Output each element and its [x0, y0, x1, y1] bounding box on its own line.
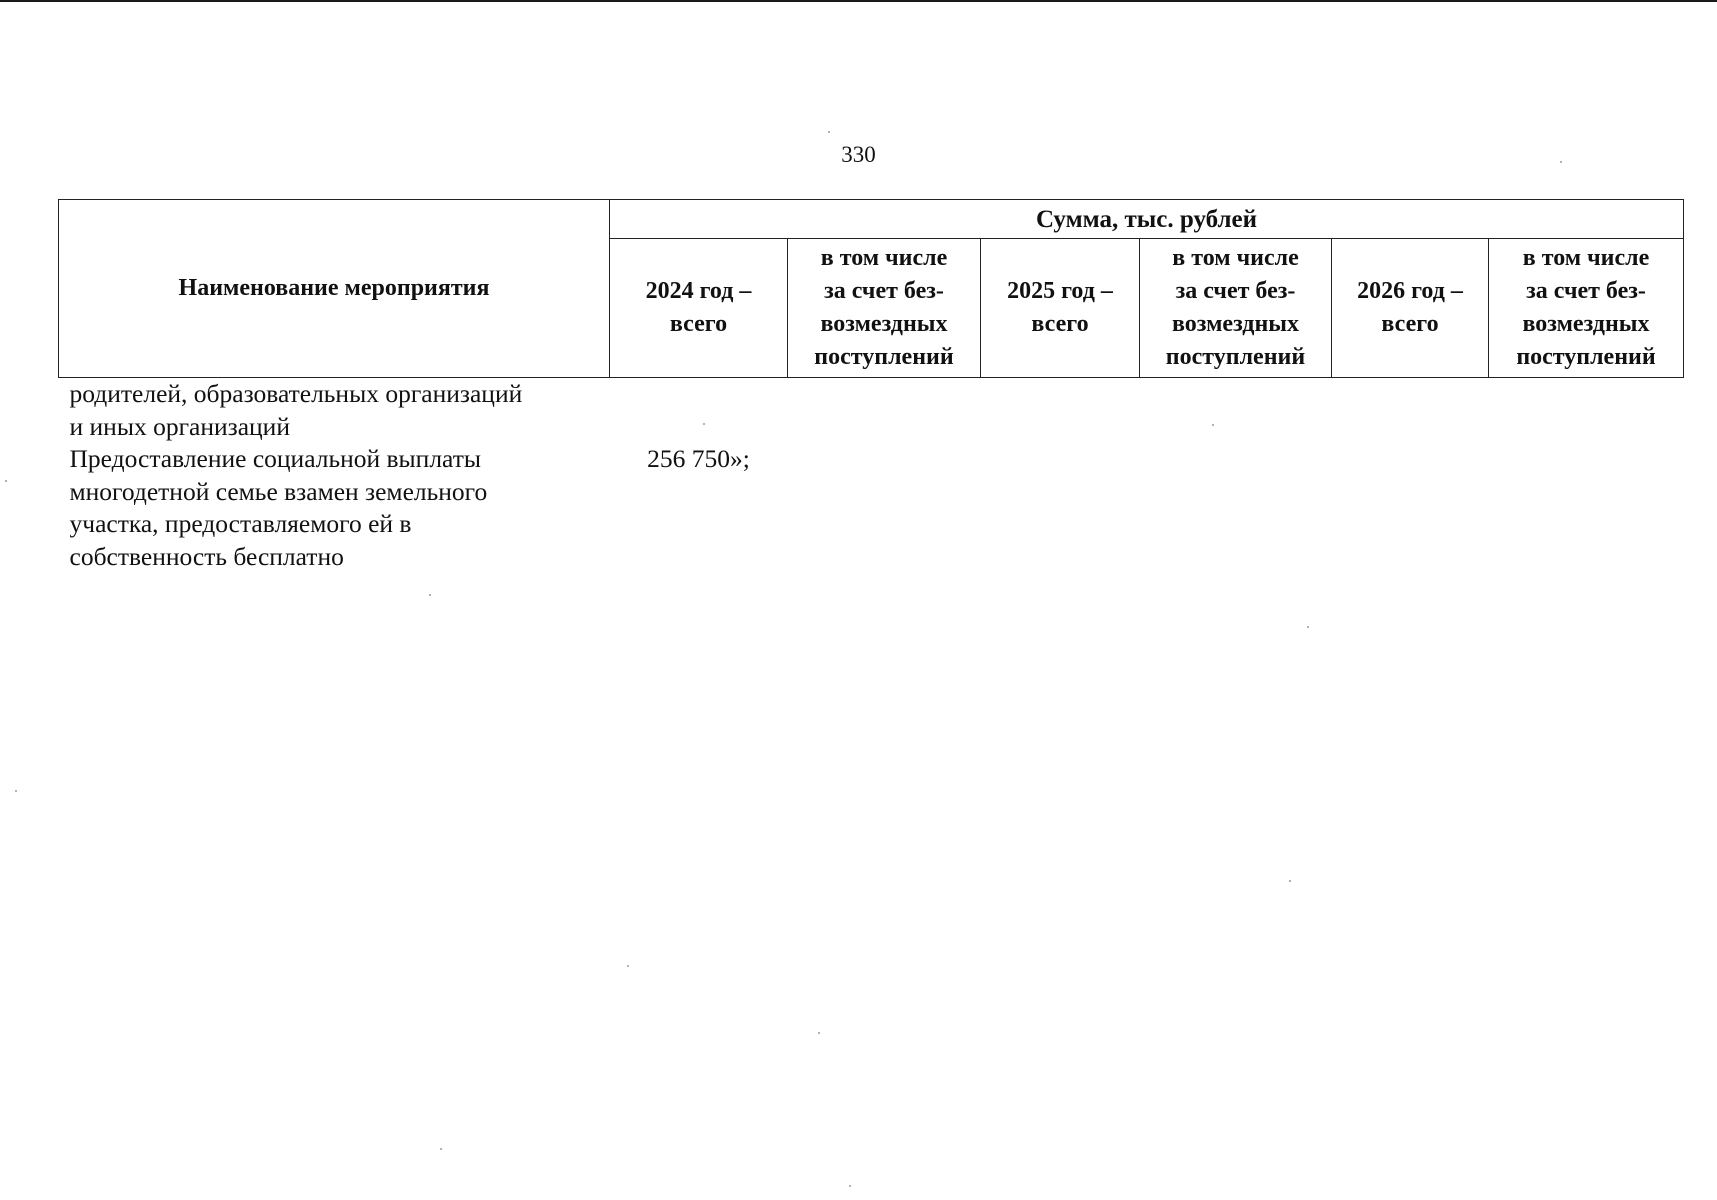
row-empty-cell [788, 443, 981, 573]
header-line: поступлений [1165, 344, 1306, 370]
scan-speck [15, 790, 17, 792]
header-row-top [59, 200, 1684, 239]
row-empty-cell [1332, 378, 1489, 444]
budget-table [58, 199, 1684, 573]
header-line: поступлений [1516, 344, 1656, 370]
header-line: возмездных [820, 311, 948, 337]
row-empty-cell [1489, 443, 1684, 573]
header-name-column: Наименование мероприятия [59, 200, 610, 378]
scan-speck [849, 1185, 851, 1187]
page-number: 330 [841, 142, 876, 167]
row-empty-cell [981, 443, 1140, 573]
row-name-line: многодетной семье взамен земельного [69, 476, 488, 506]
header-2026-free-receipts [1489, 239, 1684, 378]
row-empty-cell [1140, 378, 1332, 444]
header-line: возмездных [1171, 311, 1300, 337]
header-amount-group: Сумма, тыс. рублей [610, 200, 1684, 239]
row-empty-cell [981, 378, 1140, 444]
row-name-line: Предоставление социальной выплаты [69, 444, 481, 473]
header-line: за счет без- [1175, 278, 1296, 304]
table-row [59, 443, 1684, 573]
row-name-line: и иных организаций [69, 411, 290, 441]
scan-speck [1560, 161, 1562, 163]
row-empty-cell [788, 378, 981, 444]
top-border-line [0, 0, 1717, 2]
header-2026-total [1332, 239, 1489, 378]
header-line: всего [1031, 311, 1089, 337]
scan-speck [818, 1032, 820, 1034]
header-2025-free-receipts [1140, 239, 1332, 378]
header-2025-total [981, 239, 1140, 378]
scan-speck [5, 480, 7, 482]
header-line: 2025 год – [1007, 278, 1113, 304]
row-name-line: собственность бесплатно [69, 541, 344, 571]
scan-speck [1289, 880, 1291, 882]
row-name-cell [59, 443, 610, 573]
scan-speck [440, 1148, 442, 1150]
header-line: в том числе [820, 245, 948, 271]
row-name-line: родителей, образовательных организаций [69, 379, 523, 408]
scan-speck [1307, 626, 1309, 628]
header-line: всего [1381, 311, 1439, 337]
header-2024-free-receipts [788, 239, 981, 378]
row-empty-cell [1332, 443, 1489, 573]
row-name-line: участка, предоставляемого ей в [69, 509, 412, 538]
scan-speck [429, 594, 431, 596]
header-line: поступлений [814, 344, 954, 370]
row-value-2024: 256 750»; [647, 444, 750, 473]
header-line: за счет без- [824, 278, 944, 304]
header-line: всего [669, 311, 728, 337]
row-empty-cell [1489, 378, 1684, 444]
scan-speck [703, 423, 705, 425]
header-line: в том числе [1172, 245, 1299, 271]
scan-speck [627, 965, 629, 967]
header-line: 2024 год – [645, 278, 752, 304]
table-row [59, 378, 1684, 444]
scan-speck [1212, 424, 1214, 426]
header-2024-total [610, 239, 788, 378]
scan-speck [828, 131, 830, 133]
header-line: 2026 год – [1357, 278, 1463, 304]
header-line: в том числе [1522, 245, 1650, 271]
row-value-2024 [610, 378, 788, 444]
header-line: возмездных [1522, 311, 1650, 337]
header-line: за счет без- [1526, 278, 1646, 304]
row-name-cell [59, 378, 610, 444]
row-empty-cell [1140, 443, 1332, 573]
